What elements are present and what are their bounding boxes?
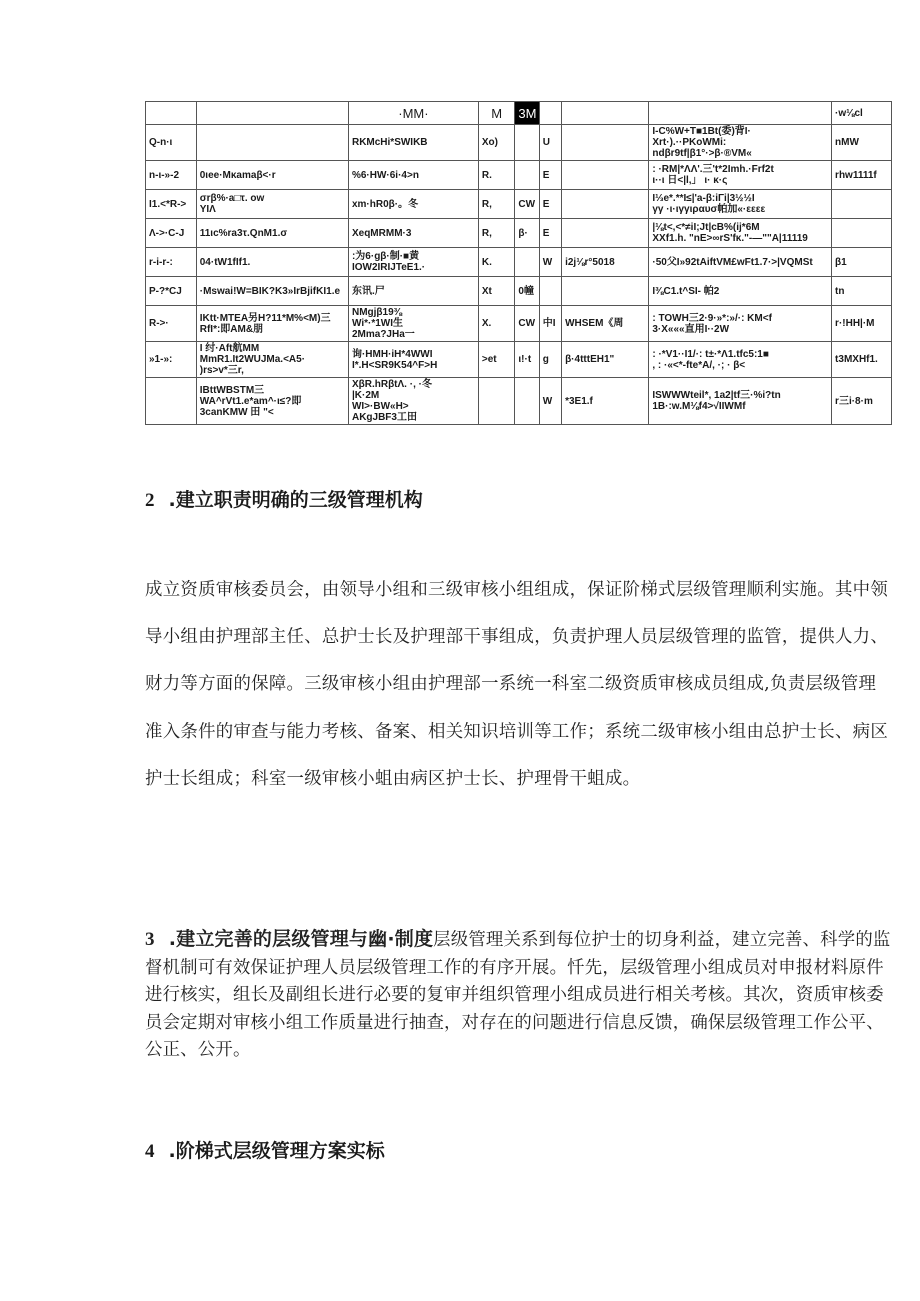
- table-cell: I⅓e*.**I≤|'a-β:iΓi|3½½I γγ ·ι·ιγγιραυσ帕加«·εεεε: [649, 190, 832, 219]
- table-cell: 11ιc%ra3τ.QnM1.σ: [196, 219, 348, 248]
- table-cell: ι!·t: [515, 342, 539, 378]
- table-cell: >et: [478, 342, 515, 378]
- table-cell: [515, 161, 539, 190]
- table-cell: RKMcHi*SWIKB: [348, 125, 478, 161]
- table-cell: :为6·gβ·制·■黄 IOW2IRIJTeE1.·: [348, 248, 478, 277]
- table-cell: %6·HW·6i·4>n: [348, 161, 478, 190]
- section4-title: .阶梯式层级管理方案实标: [168, 1140, 385, 1162]
- table-cell: Xt: [478, 277, 515, 306]
- table-cell: M: [478, 102, 515, 125]
- table-cell: [515, 248, 539, 277]
- section3-paragraph: [145, 926, 893, 1065]
- table-cell: XeqMRMM·3: [348, 219, 478, 248]
- table-row: [146, 342, 892, 378]
- table-cell: »1-»:: [146, 342, 197, 378]
- table-cell: 3M: [515, 102, 539, 125]
- table-cell: [562, 161, 649, 190]
- table-cell: [478, 378, 515, 425]
- table-cell: r-i-r-:: [146, 248, 197, 277]
- table-cell: [832, 190, 892, 219]
- table-cell: Λ->·C-J: [146, 219, 197, 248]
- table-cell: σrβ%·a□τ. ow YΙΛ: [196, 190, 348, 219]
- table-cell: CW: [515, 306, 539, 342]
- table-cell: R,: [478, 190, 515, 219]
- section2-title: .建立职责明确的三级管理机构: [168, 489, 423, 511]
- table-cell: β1: [832, 248, 892, 277]
- table-row: [146, 190, 892, 219]
- section3-title: .建立完善的层级管理与幽·制度: [168, 928, 434, 950]
- table-cell: R,: [478, 219, 515, 248]
- table-cell: R->·: [146, 306, 197, 342]
- table-cell: XβR.hRβtΛ. ·, ·冬 |K·2M WI>·BW«H> AKgJBF3工田: [348, 378, 478, 425]
- table-cell: [196, 125, 348, 161]
- section3-heading: [145, 928, 433, 950]
- table-cell: WHSEM《周: [562, 306, 649, 342]
- table-cell: I1.<*R->: [146, 190, 197, 219]
- section2-heading: [145, 485, 423, 512]
- table-row: [146, 161, 892, 190]
- table-row: [146, 125, 892, 161]
- table-cell: [539, 277, 561, 306]
- table-cell: |⅛t<,<*≠iI;Jt|cB%(ij*6M XXf1.h. "nE>∞rS'fκ."-—""A|11119: [649, 219, 832, 248]
- table-cell: i2j⅛r°5018: [562, 248, 649, 277]
- table-cell: U: [539, 125, 561, 161]
- table-cell: [146, 378, 197, 425]
- table-cell: K.: [478, 248, 515, 277]
- table-cell: [146, 102, 197, 125]
- table-cell: [562, 125, 649, 161]
- table-cell: X.: [478, 306, 515, 342]
- section3-body: 层级管理关系到每位护士的切身利益，建立完善、科学的监督机制可有效保证护理人员层级管理工作的有序开展。忏先，层级管理小组成员对申报材料原件进行核实，组长及副组长进行必要的复审并组织管理小组成员进行相关考核。其次，资质审核委员会定期对审核小组工作质量进行抽查，对存在的问题进行信息反馈，确保层级管理工作公平、公正、公开。: [145, 930, 891, 1061]
- table-cell: : TOWH三2·9·»*:»/·: KM<f 3·X«««直用I··2W: [649, 306, 832, 342]
- table-row: [146, 219, 892, 248]
- table-cell: *3E1.f: [562, 378, 649, 425]
- table-cell: ·50父I»92tAiftVM£wFt1.7·>|VQMSt: [649, 248, 832, 277]
- garbled-table: [145, 101, 892, 425]
- table-cell: nMW: [832, 125, 892, 161]
- table-cell: 东讯.尸: [348, 277, 478, 306]
- table-cell: β·4tttEH1": [562, 342, 649, 378]
- table-cell: tn: [832, 277, 892, 306]
- table-cell: IKtt·MTEA另H?11*M%<M)三 RfI*:即AM&朋: [196, 306, 348, 342]
- table-cell: E: [539, 190, 561, 219]
- table-cell: I 纣·Aft航MM MmR1.It2WUJMa.<A5· )rs>v*三r,: [196, 342, 348, 378]
- table-cell: Q-n·ι: [146, 125, 197, 161]
- table-cell: [515, 125, 539, 161]
- table-cell: xm·hR0β·。冬: [348, 190, 478, 219]
- section4-number: 4: [145, 1141, 155, 1162]
- table-cell: n-ι-»-2: [146, 161, 197, 190]
- table-cell: [515, 378, 539, 425]
- table-cell: t3MXHf1.: [832, 342, 892, 378]
- table-cell: CW: [515, 190, 539, 219]
- table-cell: [562, 102, 649, 125]
- table-cell: I-C%W+T■1Bt(委)背I· Xrt·).··PKoWMi: ndβr9tf|β1°·>β·®VM«: [649, 125, 832, 161]
- table-cell: 询·HMH·iH*4WWI I*.H<SR9K54^F>H: [348, 342, 478, 378]
- table-cell: P-?*CJ: [146, 277, 197, 306]
- table-cell: [196, 102, 348, 125]
- table-cell: : ·*V1··I1/·: t±·*Λ1.tfc5:1■ , : ·«<*-fte*A/, ·; · β<: [649, 342, 832, 378]
- table-cell: E: [539, 219, 561, 248]
- table-cell: 0ιee·Mκamaβ<·r: [196, 161, 348, 190]
- table-cell: g: [539, 342, 561, 378]
- table-cell: Xo): [478, 125, 515, 161]
- table-cell: W: [539, 248, 561, 277]
- table-cell: [562, 277, 649, 306]
- table-cell: ·Mswai!W=BIK?K3»IrBjifKI1.e: [196, 277, 348, 306]
- section4-heading: [145, 1136, 385, 1163]
- table-cell: [539, 102, 561, 125]
- table-cell: [562, 190, 649, 219]
- table-row: [146, 102, 892, 125]
- table-cell: β·: [515, 219, 539, 248]
- table-cell: NMgjβ19⅜ Wi*·*1WI生 2Mma?JHa一: [348, 306, 478, 342]
- table-cell: [649, 102, 832, 125]
- table-row: [146, 248, 892, 277]
- section2-paragraph: 成立资质审核委员会，由领导小组和三级审核小组组成，保证阶梯式层级管理顺利实施。其中领导小组由护理部主任、总护士长及护理部干事组成，负责护理人员层级管理的监管，提供人力、财力等方面的保障。三级审核小组由护理部一系统一科室二级资质审核成员组成,负责层级管理准入条件的审查与能力考核、备案、相关知识培训等工作；系统二级审核小组由总护士长、病区护士长组成；科室一级审核小蛆由病区护士长、护理骨干蛆成。: [145, 580, 889, 789]
- section2-number: 2: [145, 490, 155, 511]
- section3-number: 3: [145, 929, 155, 950]
- table-cell: I⅜C1.t^SI- 帕2: [649, 277, 832, 306]
- table-row: [146, 378, 892, 425]
- table-cell: 0幢: [515, 277, 539, 306]
- table-cell: 中I: [539, 306, 561, 342]
- table-cell: ·w⅛cl: [832, 102, 892, 125]
- table-cell: r·!HH|·M: [832, 306, 892, 342]
- table-cell: W: [539, 378, 561, 425]
- table-cell: : ·RM|*ΛΛ'.三't*2Imh.·Frf2t ι··ι 日<|l,」 ι· κ·ς: [649, 161, 832, 190]
- table-cell: r三i·8·m: [832, 378, 892, 425]
- table-cell: R.: [478, 161, 515, 190]
- table-cell: [832, 219, 892, 248]
- table-cell: ISWWWteil*, 1a2|tf三·%i?tn 1B·:w.M⅛f4>√IIWMf: [649, 378, 832, 425]
- table-row: [146, 306, 892, 342]
- table-cell: rhw1111f: [832, 161, 892, 190]
- table-cell: 04·tW1fIf1.: [196, 248, 348, 277]
- table-cell: ·MM·: [348, 102, 478, 125]
- table-row: [146, 277, 892, 306]
- table-cell: E: [539, 161, 561, 190]
- table-cell: IBttWBSTM三 WA^rVt1.e*am^·ι≤?即 3canKMW 田 "<: [196, 378, 348, 425]
- table-cell: [562, 219, 649, 248]
